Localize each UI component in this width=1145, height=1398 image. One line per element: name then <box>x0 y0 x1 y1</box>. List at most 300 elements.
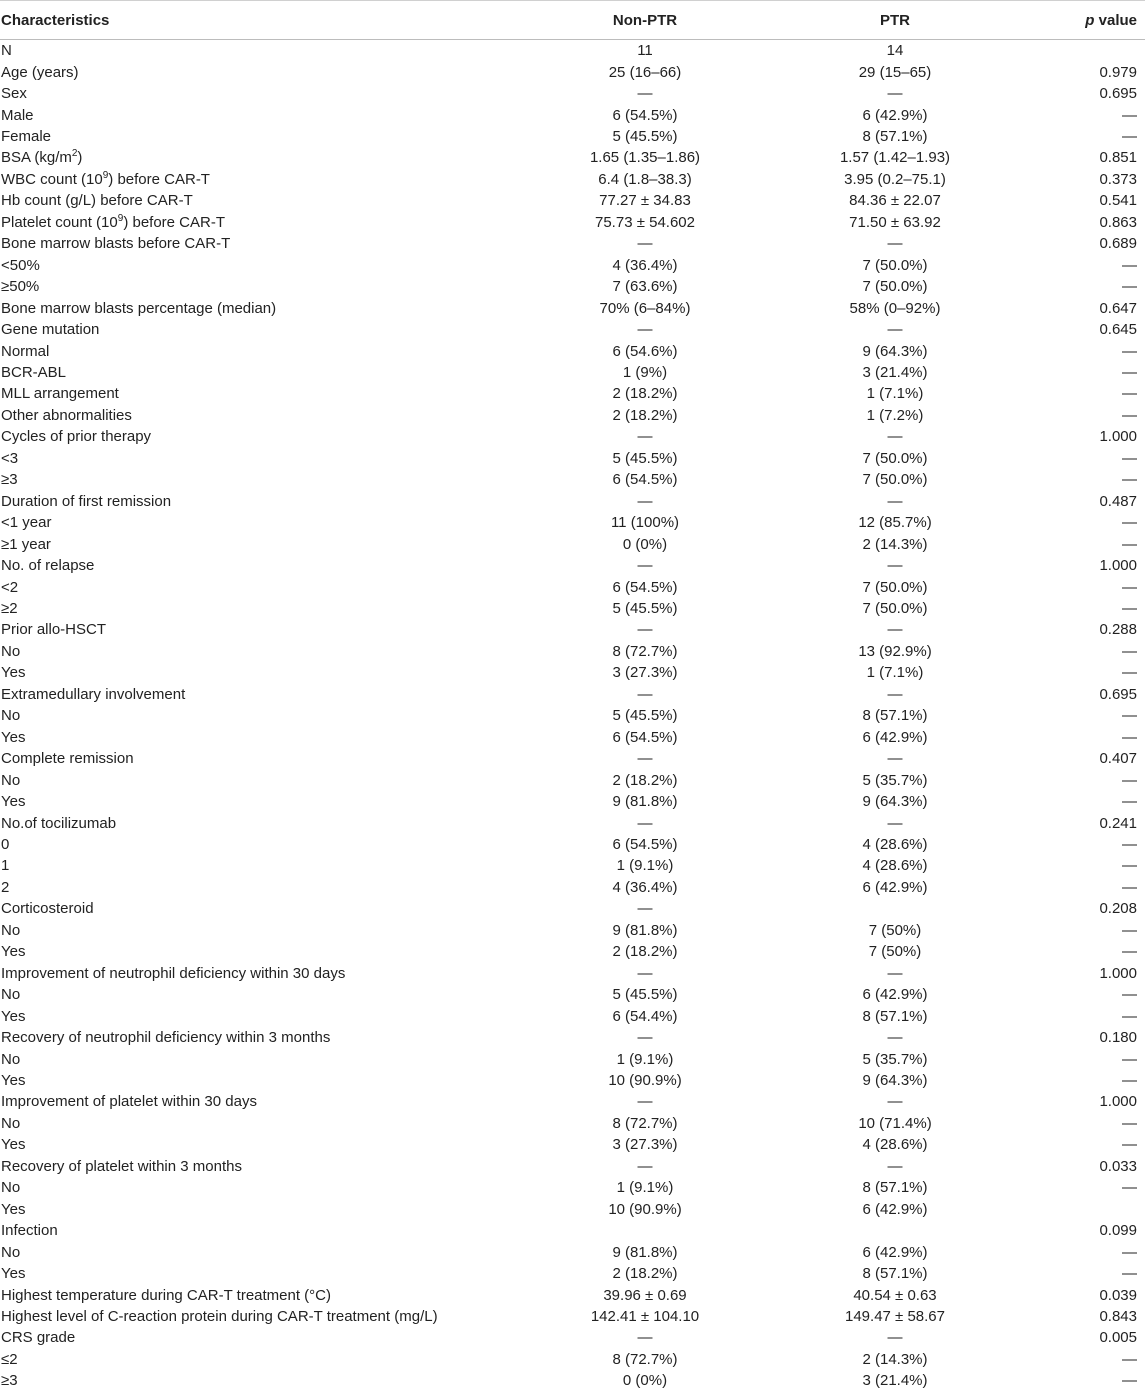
table-row <box>0 727 1145 748</box>
table-row <box>0 1370 1145 1391</box>
ptr-value: 7 (50%) <box>868 943 922 961</box>
p-value: — <box>1122 771 1137 789</box>
row-label <box>0 1327 520 1348</box>
row-label-superscript: 2 <box>71 148 78 160</box>
ptr-value: 6 (42.9%) <box>862 106 928 124</box>
nonptr-value: 6.4 (1.8–38.3) <box>598 170 692 188</box>
row-label-text: Platelet count (10 <box>1 213 118 231</box>
nonptr-value: 3 (27.3%) <box>612 1136 678 1154</box>
table-row <box>0 233 1145 254</box>
row-label <box>0 641 520 662</box>
nonptr-value: 70% (6–84%) <box>599 299 691 317</box>
nonptr-value: — <box>637 814 653 832</box>
ptr-value: 40.54 ± 0.63 <box>853 1286 937 1304</box>
nonptr-value: — <box>637 1329 653 1347</box>
table-row <box>0 212 1145 233</box>
row-label-text: 2 <box>1 878 10 896</box>
p-value: 0.241 <box>1099 814 1137 832</box>
row-label-text: N <box>1 42 12 60</box>
row-label-text: Yes <box>1 1200 26 1218</box>
ptr-value: 4 (28.6%) <box>862 835 928 853</box>
table-row <box>0 984 1145 1005</box>
row-label-text: Recovery of neutrophil deficiency within 3 months <box>1 1029 331 1047</box>
row-label <box>0 533 520 554</box>
nonptr-value: 9 (81.8%) <box>612 1243 678 1261</box>
p-value: 1.000 <box>1099 964 1137 982</box>
row-label <box>0 190 520 211</box>
table-row <box>0 1048 1145 1069</box>
row-label <box>0 555 520 576</box>
row-label <box>0 1263 520 1284</box>
ptr-value: — <box>887 428 903 446</box>
row-label-text: No. of relapse <box>1 557 95 575</box>
nonptr-value: — <box>637 964 653 982</box>
table-row <box>0 748 1145 769</box>
nonptr-value: — <box>637 900 653 918</box>
row-label-text: <1 year <box>1 514 52 532</box>
row-label-text: Sex <box>1 85 27 103</box>
table-row <box>0 619 1145 640</box>
p-value: 0.288 <box>1099 621 1137 639</box>
nonptr-value: 5 (45.5%) <box>612 986 678 1004</box>
table-row <box>0 920 1145 941</box>
p-value: — <box>1122 256 1137 274</box>
row-label-text: Bone marrow blasts percentage (median) <box>1 299 277 317</box>
p-value: — <box>1122 1071 1137 1089</box>
p-value: — <box>1122 128 1137 146</box>
ptr-value: — <box>887 321 903 339</box>
nonptr-value: 6 (54.5%) <box>612 106 678 124</box>
p-value: — <box>1122 921 1137 939</box>
row-label-text: Yes <box>1 1136 26 1154</box>
ptr-value: 7 (50.0%) <box>862 449 928 467</box>
nonptr-value: 2 (18.2%) <box>612 1265 678 1283</box>
p-value: — <box>1122 707 1137 725</box>
row-label <box>0 684 520 705</box>
nonptr-value: 77.27 ± 34.83 <box>599 192 691 210</box>
p-value: — <box>1122 385 1137 403</box>
table-row <box>0 962 1145 983</box>
row-label <box>0 169 520 190</box>
nonptr-value: — <box>637 235 653 253</box>
row-label <box>0 727 520 748</box>
p-value: — <box>1122 106 1137 124</box>
p-value: 0.647 <box>1099 299 1137 317</box>
ptr-value: 6 (42.9%) <box>862 1200 928 1218</box>
p-value: 1.000 <box>1099 557 1137 575</box>
table-row <box>0 834 1145 855</box>
table-row <box>0 405 1145 426</box>
row-label-text: Yes <box>1 664 26 682</box>
row-label <box>0 1048 520 1069</box>
p-value: — <box>1122 578 1137 596</box>
row-label-text: Gene mutation <box>1 321 100 339</box>
row-label <box>0 1134 520 1155</box>
nonptr-value: — <box>637 85 653 103</box>
row-label-text: Normal <box>1 342 50 360</box>
row-label-text: No <box>1 707 21 725</box>
ptr-value: 8 (57.1%) <box>862 707 928 725</box>
table-row <box>0 855 1145 876</box>
p-value: — <box>1122 728 1137 746</box>
ptr-value: 5 (35.7%) <box>862 771 928 789</box>
nonptr-value: 6 (54.5%) <box>612 471 678 489</box>
row-label <box>0 855 520 876</box>
table-row <box>0 662 1145 683</box>
nonptr-value: 5 (45.5%) <box>612 449 678 467</box>
table-row <box>0 104 1145 125</box>
row-label <box>0 340 520 361</box>
row-label-text: <3 <box>1 449 19 467</box>
ptr-value: — <box>887 621 903 639</box>
row-label-text: No <box>1 771 21 789</box>
nonptr-value: 6 (54.5%) <box>612 835 678 853</box>
table-row <box>0 1113 1145 1134</box>
row-label-text: No <box>1 921 21 939</box>
nonptr-value: 25 (16–66) <box>608 63 682 81</box>
row-label <box>0 984 520 1005</box>
ptr-value: 7 (50.0%) <box>862 578 928 596</box>
row-label <box>0 748 520 769</box>
row-label <box>0 469 520 490</box>
ptr-value: 3.95 (0.2–75.1) <box>844 170 946 188</box>
ptr-value: 8 (57.1%) <box>862 1007 928 1025</box>
row-label-text: Prior allo-HSCT <box>1 621 107 639</box>
row-label-text: Yes <box>1 793 26 811</box>
p-value: 0.851 <box>1099 149 1137 167</box>
row-label-text: Female <box>1 128 52 146</box>
row-label-text: No <box>1 1050 21 1068</box>
row-label <box>0 212 520 233</box>
row-label-text: Age (years) <box>1 63 79 81</box>
header-p-value <box>1020 1 1145 40</box>
table-row <box>0 533 1145 554</box>
row-label-text: No <box>1 1114 21 1132</box>
nonptr-value: 1 (9.1%) <box>616 1179 674 1197</box>
p-value: 0.005 <box>1099 1329 1137 1347</box>
row-label-superscript: 9 <box>102 169 109 181</box>
nonptr-value: 8 (72.7%) <box>612 642 678 660</box>
ptr-value: 8 (57.1%) <box>862 1179 928 1197</box>
row-label-text: Infection <box>1 1222 58 1240</box>
p-value: — <box>1122 535 1137 553</box>
row-label <box>0 297 520 318</box>
row-label-text: WBC count (10 <box>1 170 103 188</box>
ptr-value: — <box>887 1029 903 1047</box>
row-label <box>0 1349 520 1370</box>
row-label <box>0 898 520 919</box>
row-label <box>0 662 520 683</box>
table-row <box>0 512 1145 533</box>
row-label-text: ≥50% <box>1 278 40 296</box>
ptr-value: 7 (50.0%) <box>862 471 928 489</box>
p-value: — <box>1122 1136 1137 1154</box>
nonptr-value: 5 (45.5%) <box>612 600 678 617</box>
row-label <box>0 1370 520 1391</box>
row-label-text: 1 <box>1 857 10 875</box>
table-row <box>0 276 1145 297</box>
p-value: 0.373 <box>1099 170 1137 188</box>
row-label <box>0 362 520 383</box>
row-label-text: BCR-ABL <box>1 364 67 382</box>
row-label <box>0 147 520 168</box>
p-value: 0.979 <box>1099 63 1137 81</box>
p-value: — <box>1122 878 1137 896</box>
p-value: — <box>1122 600 1137 617</box>
ptr-value: — <box>887 1329 903 1347</box>
nonptr-value: — <box>637 557 653 575</box>
row-label <box>0 1113 520 1134</box>
nonptr-value: — <box>637 1157 653 1175</box>
ptr-value: 8 (57.1%) <box>862 128 928 146</box>
row-label-text: Highest temperature during CAR-T treatment (°C) <box>1 1286 332 1304</box>
p-value: — <box>1122 642 1137 660</box>
header-ptr: PTR <box>770 1 1020 40</box>
row-label-text: No <box>1 642 21 660</box>
p-value: 0.039 <box>1099 1286 1137 1304</box>
nonptr-value <box>520 1220 770 1241</box>
row-label <box>0 834 520 855</box>
row-label-text: CRS grade <box>1 1329 76 1347</box>
row-label-text: Other abnormalities <box>1 406 132 424</box>
ptr-value: 7 (50.0%) <box>862 600 928 617</box>
row-label-text: 0 <box>1 835 10 853</box>
row-label <box>0 920 520 941</box>
table-header <box>0 1 1145 40</box>
header-nonptr: Non-PTR <box>520 1 770 40</box>
nonptr-value: 1 (9.1%) <box>616 857 674 875</box>
p-value: — <box>1122 1179 1137 1197</box>
ptr-value: 3 (21.4%) <box>862 364 928 382</box>
ptr-value: 84.36 ± 22.07 <box>849 192 941 210</box>
row-label <box>0 1005 520 1026</box>
row-label <box>0 1177 520 1198</box>
nonptr-value: 4 (36.4%) <box>612 878 678 896</box>
row-label <box>0 83 520 104</box>
p-value: 0.180 <box>1099 1029 1137 1047</box>
p-value: 0.099 <box>1099 1222 1137 1240</box>
row-label <box>0 812 520 833</box>
row-label-suffix: ) before CAR-T <box>108 170 210 188</box>
ptr-value <box>770 898 1020 919</box>
row-label <box>0 512 520 533</box>
ptr-value: 149.47 ± 58.67 <box>845 1307 945 1325</box>
ptr-value: — <box>887 557 903 575</box>
p-value: — <box>1122 1372 1137 1390</box>
p-value: — <box>1122 1243 1137 1261</box>
p-value: — <box>1122 471 1137 489</box>
row-label <box>0 877 520 898</box>
p-value: — <box>1122 664 1137 682</box>
p-value: 0.863 <box>1099 213 1137 231</box>
p-value: 0.407 <box>1099 750 1137 768</box>
nonptr-value: 0 (0%) <box>622 1372 668 1390</box>
row-label-text: ≥3 <box>1 471 18 489</box>
table-row <box>0 1134 1145 1155</box>
table-row <box>0 1070 1145 1091</box>
row-label-text: No <box>1 1179 21 1197</box>
row-label <box>0 705 520 726</box>
nonptr-value: 2 (18.2%) <box>612 385 678 403</box>
nonptr-value: 9 (81.8%) <box>612 921 678 939</box>
nonptr-value: 10 (90.9%) <box>608 1200 682 1218</box>
ptr-value: 8 (57.1%) <box>862 1265 928 1283</box>
table-row <box>0 426 1145 447</box>
nonptr-value: 4 (36.4%) <box>612 256 678 274</box>
p-value: — <box>1122 1114 1137 1132</box>
ptr-value: 29 (15–65) <box>858 63 932 81</box>
header-p-word: value <box>1094 11 1137 29</box>
table-row <box>0 877 1145 898</box>
nonptr-value: 75.73 ± 54.602 <box>595 213 695 231</box>
row-label-text: Extramedullary involvement <box>1 685 186 703</box>
table-row <box>0 1349 1145 1370</box>
table-row <box>0 598 1145 619</box>
nonptr-value: 3 (27.3%) <box>612 664 678 682</box>
row-label <box>0 255 520 276</box>
row-label <box>0 576 520 597</box>
ptr-value: 1.57 (1.42–1.93) <box>839 149 951 167</box>
table-row <box>0 61 1145 82</box>
nonptr-value: 1.65 (1.35–1.86) <box>589 149 701 167</box>
table-row <box>0 898 1145 919</box>
p-value: 0.033 <box>1099 1157 1137 1175</box>
ptr-value: 6 (42.9%) <box>862 1243 928 1261</box>
row-label-text: ≥2 <box>1 600 18 617</box>
table-row <box>0 491 1145 512</box>
row-label <box>0 1306 520 1327</box>
ptr-value: — <box>887 1093 903 1111</box>
table-row <box>0 641 1145 662</box>
table-row <box>0 169 1145 190</box>
nonptr-value: 10 (90.9%) <box>608 1071 682 1089</box>
nonptr-value: 11 <box>637 42 653 60</box>
p-value: — <box>1122 342 1137 360</box>
nonptr-value: 142.41 ± 104.10 <box>590 1307 700 1325</box>
row-label-text: <2 <box>1 578 19 596</box>
row-label-suffix: ) <box>77 149 83 167</box>
table-row <box>0 448 1145 469</box>
p-value: — <box>1122 793 1137 811</box>
p-value: — <box>1122 406 1137 424</box>
row-label <box>0 941 520 962</box>
ptr-value: — <box>887 814 903 832</box>
table-row <box>0 1177 1145 1198</box>
row-label <box>0 962 520 983</box>
ptr-value: 1 (7.2%) <box>866 406 924 424</box>
p-value: 0.843 <box>1099 1307 1137 1325</box>
table-row <box>0 769 1145 790</box>
row-label-text: <50% <box>1 256 40 274</box>
table-row <box>0 1091 1145 1112</box>
ptr-value: — <box>887 750 903 768</box>
p-value: — <box>1122 1007 1137 1025</box>
table-row <box>0 126 1145 147</box>
table-row <box>0 1327 1145 1348</box>
row-label <box>0 40 520 62</box>
row-label <box>0 276 520 297</box>
nonptr-value: 2 (18.2%) <box>612 771 678 789</box>
row-label <box>0 1070 520 1091</box>
table-row <box>0 1220 1145 1241</box>
table-row <box>0 684 1145 705</box>
table-row <box>0 1241 1145 1262</box>
nonptr-value: 2 (18.2%) <box>612 943 678 961</box>
table-body <box>0 40 1145 1392</box>
nonptr-value: 1 (9.1%) <box>616 1050 674 1068</box>
row-label-text: Yes <box>1 1007 26 1025</box>
row-label <box>0 1284 520 1305</box>
row-label <box>0 448 520 469</box>
ptr-value: 13 (92.9%) <box>858 642 932 660</box>
ptr-value: 4 (28.6%) <box>862 1136 928 1154</box>
nonptr-value: 8 (72.7%) <box>612 1114 678 1132</box>
p-value: 0.695 <box>1099 685 1137 703</box>
row-label <box>0 1198 520 1219</box>
ptr-value: 10 (71.4%) <box>858 1114 932 1132</box>
row-label <box>0 1220 520 1241</box>
nonptr-value: 8 (72.7%) <box>612 1350 678 1368</box>
nonptr-value: — <box>637 750 653 768</box>
nonptr-value: — <box>637 428 653 446</box>
table-row <box>0 705 1145 726</box>
p-value: — <box>1122 449 1137 467</box>
header-p-letter: p <box>1085 11 1095 29</box>
nonptr-value: 5 (45.5%) <box>612 128 678 146</box>
p-value: 0.208 <box>1099 900 1137 918</box>
ptr-value: 9 (64.3%) <box>862 793 928 811</box>
row-label-text: Corticosteroid <box>1 900 94 918</box>
ptr-value: 6 (42.9%) <box>862 728 928 746</box>
p-value: — <box>1122 835 1137 853</box>
ptr-value: — <box>887 1157 903 1175</box>
table-row <box>0 1263 1145 1284</box>
p-value: 0.689 <box>1099 235 1137 253</box>
ptr-value: 3 (21.4%) <box>862 1372 928 1390</box>
row-label <box>0 233 520 254</box>
row-label <box>0 619 520 640</box>
row-label-text: Yes <box>1 943 26 961</box>
row-label-text: Yes <box>1 1071 26 1089</box>
nonptr-value: 2 (18.2%) <box>612 406 678 424</box>
table-row <box>0 469 1145 490</box>
nonptr-value: — <box>637 685 653 703</box>
row-label-text: Male <box>1 106 34 124</box>
row-label-text: ≥1 year <box>1 535 51 553</box>
row-label-text: Improvement of platelet within 30 days <box>1 1093 257 1111</box>
row-label <box>0 405 520 426</box>
nonptr-value: 0 (0%) <box>622 535 668 553</box>
nonptr-value: — <box>637 1093 653 1111</box>
row-label <box>0 1091 520 1112</box>
table-row <box>0 40 1145 62</box>
ptr-value: — <box>887 85 903 103</box>
table-row <box>0 555 1145 576</box>
ptr-value: 2 (14.3%) <box>862 535 928 553</box>
row-label-text: Yes <box>1 728 26 746</box>
table-row <box>0 1284 1145 1305</box>
p-value: — <box>1122 1050 1137 1068</box>
ptr-value: 6 (42.9%) <box>862 878 928 896</box>
p-value: — <box>1122 1265 1137 1283</box>
p-value: — <box>1122 514 1137 532</box>
p-value: 0.645 <box>1099 321 1137 339</box>
ptr-value: 7 (50.0%) <box>862 278 928 296</box>
p-value: 1.000 <box>1099 1093 1137 1111</box>
table-row <box>0 255 1145 276</box>
ptr-value: 6 (42.9%) <box>862 986 928 1004</box>
table-row <box>0 576 1145 597</box>
